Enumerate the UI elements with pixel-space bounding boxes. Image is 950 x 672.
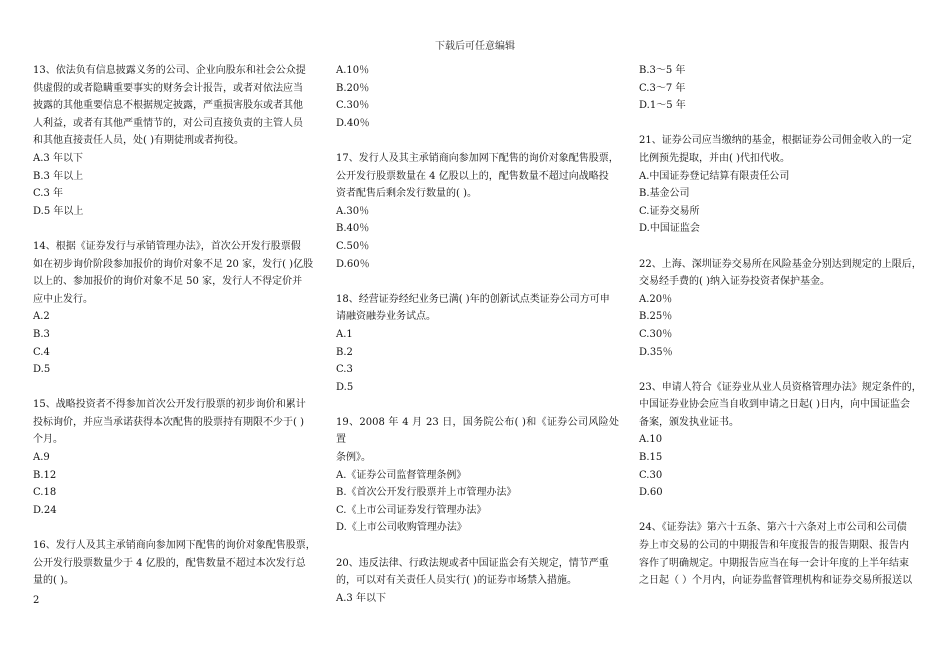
option-b: B.25％ bbox=[639, 311, 673, 323]
option-c: C.3 bbox=[336, 364, 353, 376]
question-22 bbox=[639, 256, 922, 362]
question-21 bbox=[639, 132, 922, 238]
option-d: D.60％ bbox=[336, 258, 370, 270]
option-a: A.3 年以下 bbox=[33, 152, 83, 164]
question-16-options bbox=[336, 62, 619, 132]
option-a: A.30％ bbox=[336, 205, 370, 217]
option-c: C.3～7 年 bbox=[639, 82, 686, 94]
question-text: 16、发行人及其主承销商向参加网下配售的询价对象配售股票， 公开发行股票数量少于 4 亿股的，配售数量不超过本次发行总 量的( )。 bbox=[33, 540, 316, 587]
question-text: 21、证券公司应当缴纳的基金，根据证券公司佣金收入的一定 比例预先提取，并由( )代扣代收。 bbox=[639, 135, 912, 164]
option-b: B.3 年以上 bbox=[33, 170, 84, 182]
question-text: 13、依法负有信息披露义务的公司、企业向股东和社会公众提 供虚假的或者隐瞒重要事实的财务会计报告，或者对依法应当 披露的其他重要信息不根据规定披露，严重损害股东或者其他 人利益，或者有其他严重情节的，对公司直接负责的主管人员 和其他直接责任人员，处( )有期徒刑或者拘役。 bbox=[33, 65, 306, 147]
question-text: 15、战略投资者不得参加首次公开发行股票的初步询价和累计 投标询价，并应当承诺获得本次配售的股票持有期限不少于( ) 个月。 bbox=[33, 399, 306, 446]
question-24 bbox=[639, 519, 922, 589]
option-d: D.40％ bbox=[336, 117, 370, 129]
question-20 bbox=[336, 555, 619, 608]
option-d: D.1～5 年 bbox=[639, 100, 686, 112]
option-d: D.5 年以上 bbox=[33, 205, 84, 217]
question-text: 14、根据《证券发行与承销管理办法》，首次公开发行股票假 如在初步询价阶段参加报价的询价对象不足 20 家，发行( )亿股 以上的、参加报价的询价对象不足 50 家，发行人不得定价并 应中止发行。 bbox=[33, 240, 314, 305]
option-b: B.3 bbox=[33, 328, 50, 340]
option-a: A.10％ bbox=[336, 65, 370, 76]
option-c: C.50％ bbox=[336, 240, 370, 252]
question-text: 22、上海、深圳证券交易所在风险基金分别达到规定的上限后， 交易经手费的( )纳入证券投资者保护基金。 bbox=[639, 258, 922, 288]
option-b: B.2 bbox=[336, 346, 353, 358]
option-d: D.35％ bbox=[639, 346, 673, 358]
option-c: C.30％ bbox=[639, 328, 673, 340]
question-15 bbox=[33, 396, 316, 519]
option-b: B.《首次公开发行股票并上市管理办法》 bbox=[336, 487, 517, 499]
question-16 bbox=[33, 537, 316, 590]
option-a: A.2 bbox=[33, 311, 50, 323]
option-d: D.5 bbox=[336, 381, 354, 393]
left-column bbox=[33, 62, 316, 590]
option-d: D.《上市公司收购管理办法》 bbox=[336, 522, 467, 534]
option-c: C.证券交易所 bbox=[639, 205, 700, 217]
option-b: B.40％ bbox=[336, 223, 370, 235]
question-13 bbox=[33, 62, 316, 220]
option-d: D.60 bbox=[639, 487, 663, 499]
page-number: 2 bbox=[33, 595, 40, 606]
option-a: A.3 年以下 bbox=[336, 592, 386, 604]
option-c: C.30％ bbox=[336, 100, 370, 112]
option-b: B.基金公司 bbox=[639, 188, 690, 200]
option-b: B.12 bbox=[33, 469, 57, 481]
option-b: B.3～5 年 bbox=[639, 65, 686, 76]
question-18 bbox=[336, 291, 619, 397]
option-a: A.《证券公司监督管理条例》 bbox=[336, 469, 467, 481]
option-a: A.20％ bbox=[639, 293, 673, 305]
option-c: C.4 bbox=[33, 346, 50, 358]
right-column bbox=[639, 62, 922, 590]
option-a: A.中国证券登记结算有限责任公司 bbox=[639, 170, 790, 182]
option-c: C.30 bbox=[639, 469, 663, 481]
question-14 bbox=[33, 238, 316, 379]
option-a: A.10 bbox=[639, 434, 663, 446]
option-a: A.9 bbox=[33, 452, 50, 464]
question-text: 17、发行人及其主承销商向参加网下配售的询价对象配售股票， 公开发行股票数量在 4 亿股以上的，配售数量不超过向战略投 资者配售后剩余发行数量的( )。 bbox=[336, 152, 619, 200]
question-23 bbox=[639, 379, 922, 502]
middle-column bbox=[336, 62, 619, 607]
question-text: 23、申请人符合《证券业从业人员资格管理办法》规定条件的， 中国证券业协会应当自收到申请之日起( )日内，向中国证监会 备案，颁发执业证书。 bbox=[639, 381, 922, 428]
option-c: C.18 bbox=[33, 487, 57, 499]
option-c: C.3 年 bbox=[33, 188, 64, 200]
question-17 bbox=[336, 150, 619, 273]
option-b: B.20％ bbox=[336, 82, 370, 94]
question-text: 24、《证券法》第六十五条、第六十六条对上市公司和公司债 券上市交易的公司的中期报告和年度报告的报告期限、报告内 容作了明确规定。中期报告应当在每一会计年度的上半年结束 之日起（ ）个月内，向证券监督管理机构和证券交易所报送以 bbox=[639, 522, 913, 587]
question-text: 19、2008 年 4 月 23 日，国务院公布( )和《证券公司风险处置 条例》。 bbox=[336, 416, 619, 464]
option-c: C.《上市公司证券发行管理办法》 bbox=[336, 504, 487, 516]
option-d: D.5 bbox=[33, 364, 51, 376]
option-d: D.中国证监会 bbox=[639, 223, 700, 235]
page-header: 下载后可任意编辑 bbox=[435, 41, 515, 52]
option-a: A.1 bbox=[336, 328, 353, 340]
question-20-options bbox=[639, 62, 922, 115]
option-b: B.15 bbox=[639, 452, 663, 464]
question-text: 20、违反法律、行政法规或者中国证监会有关规定，情节严重 的，可以对有关责任人员实行( )的证券市场禁入措施。 bbox=[336, 557, 609, 587]
option-d: D.24 bbox=[33, 504, 57, 516]
question-19 bbox=[336, 414, 619, 537]
question-text: 18、经营证券经纪业务已满( )年的创新试点类证券公司方可申 请融资融券业务试点。 bbox=[336, 293, 610, 323]
